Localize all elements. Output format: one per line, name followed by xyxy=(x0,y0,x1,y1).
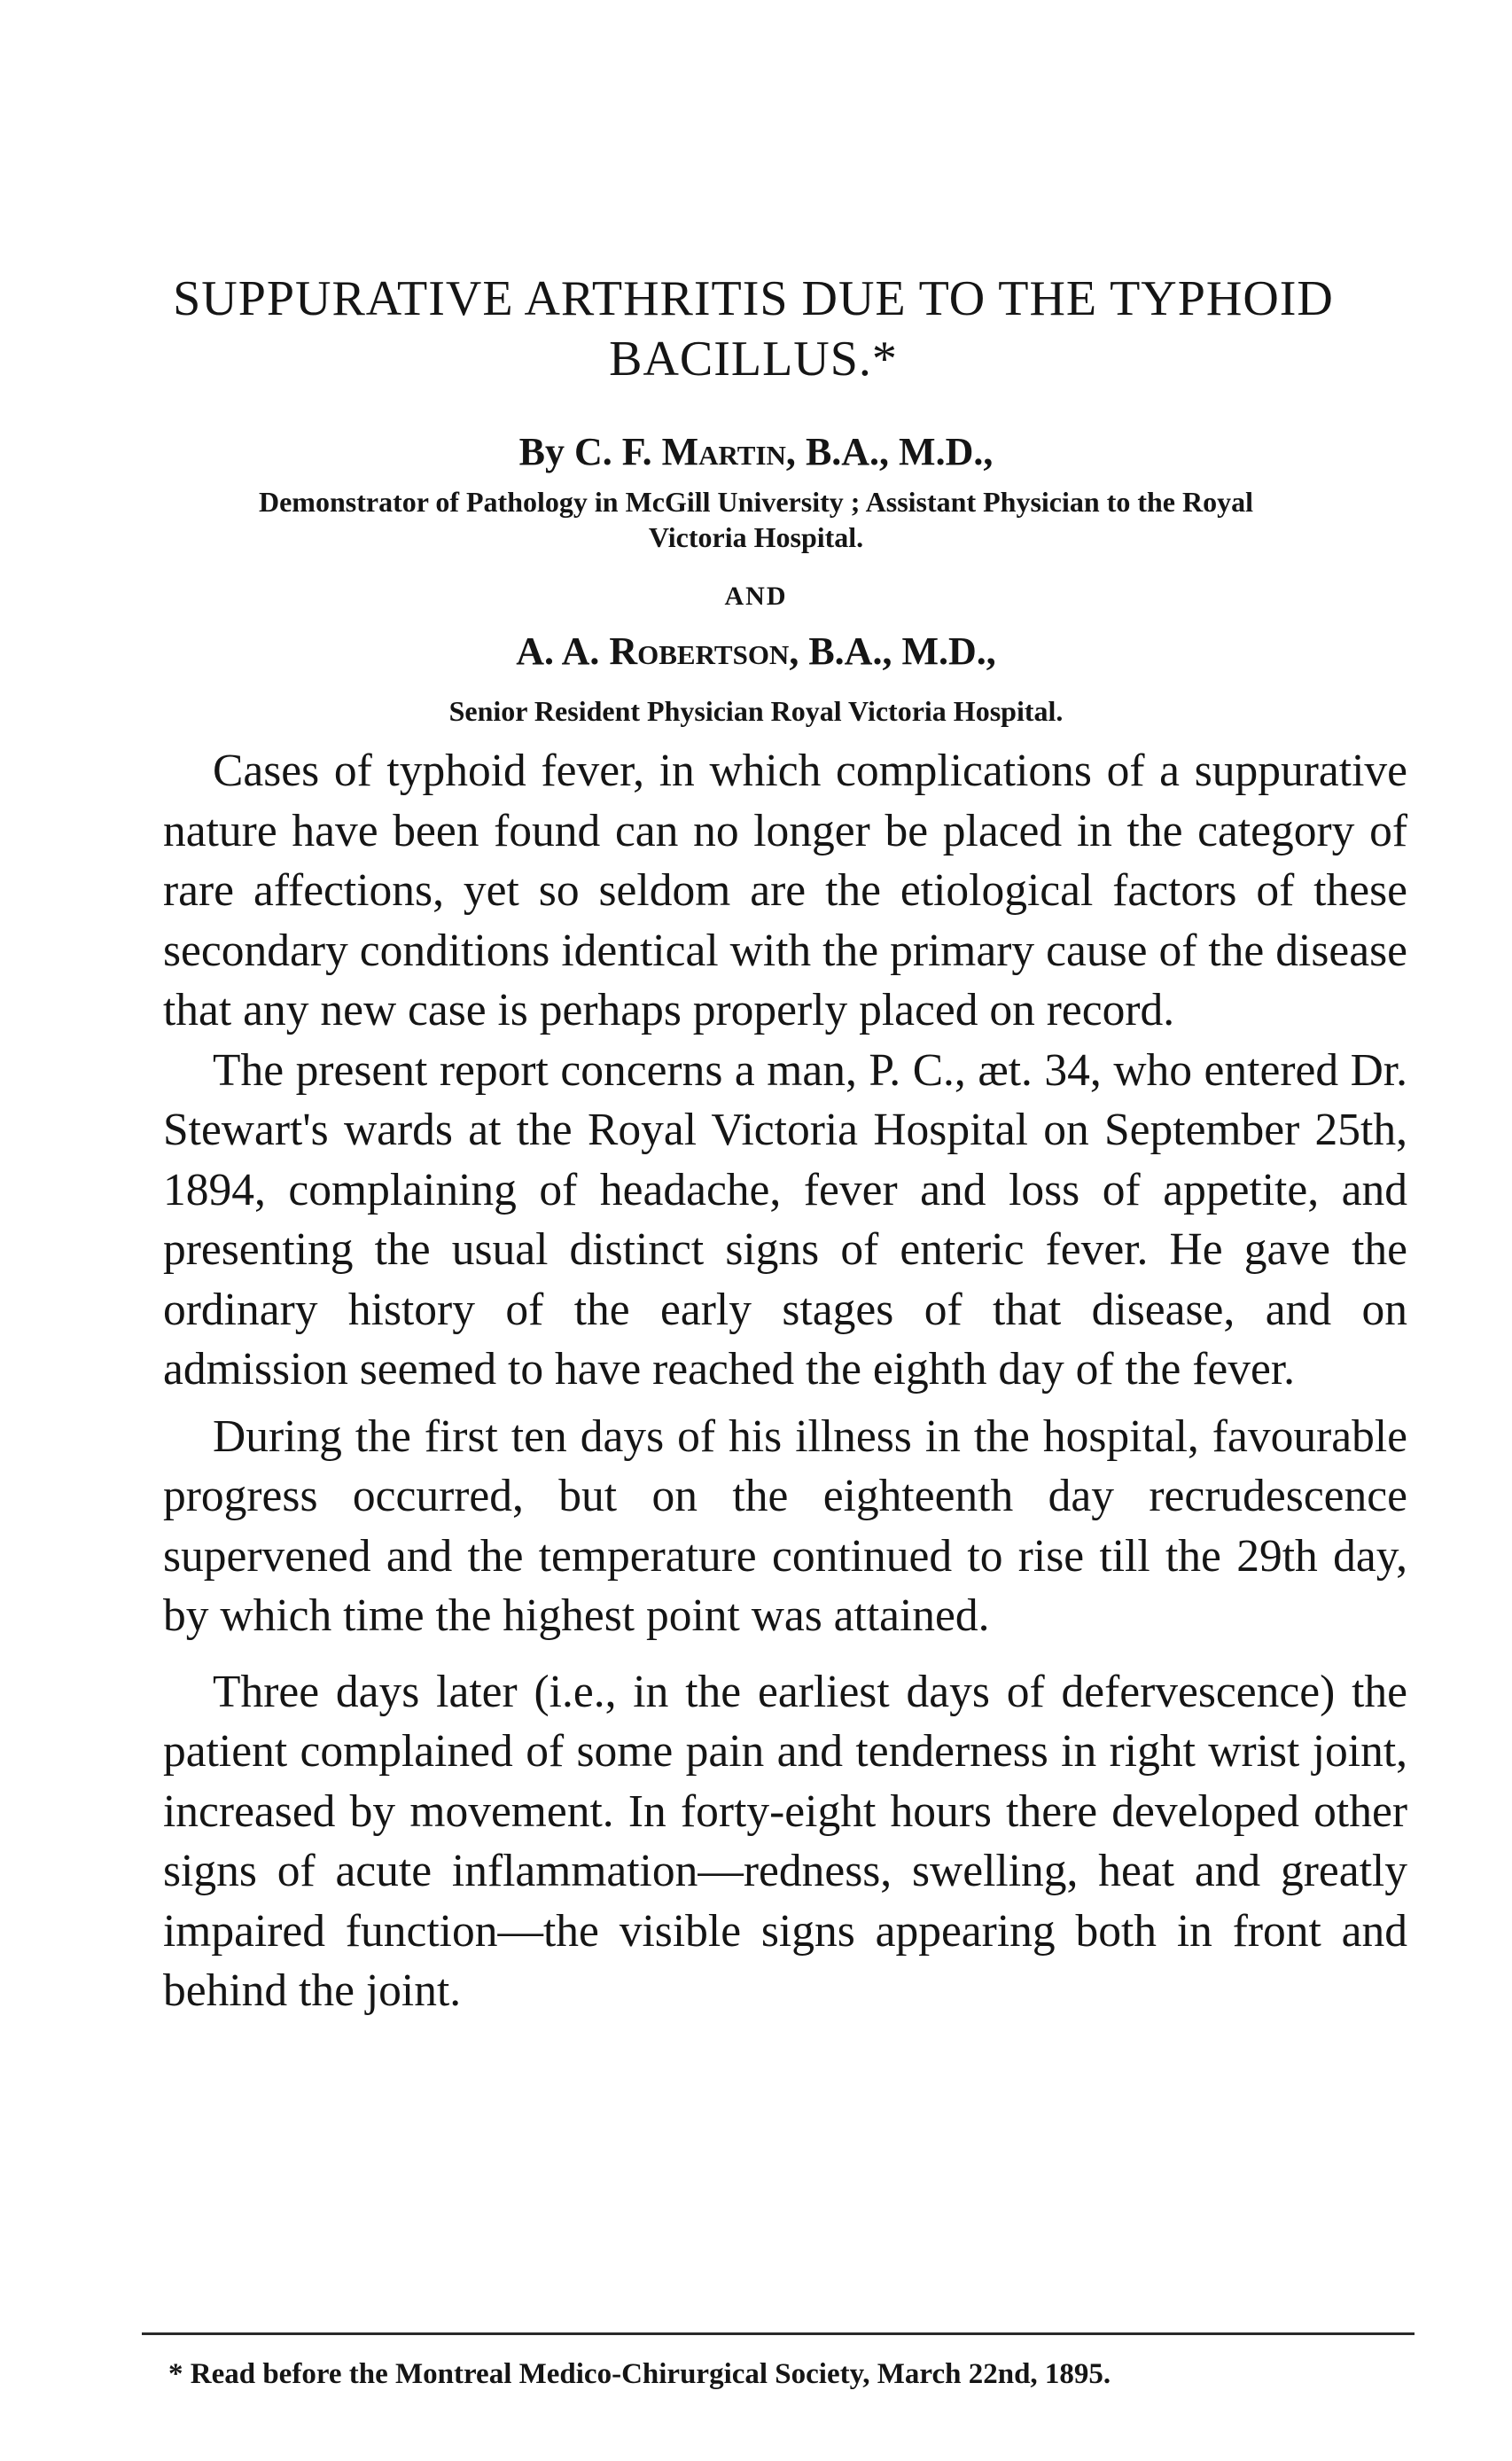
author-2-degrees: B.A., M.D., xyxy=(808,629,996,673)
article-title-line-1: SUPPURATIVE ARTHRITIS DUE TO THE TYPHOID xyxy=(173,271,1334,326)
paragraph-2: The present report concerns a man, P. C., æt. 34, who entered Dr. Stewart's wards at the Royal Victoria Hospital on September 25th, 1894, complaining of headache, fever and loss of appetite, and presenting the usual distinct signs of enteric fever. He gave the ordinary history of the early stages of that disease, and on admission seemed to have reached the eighth day of the fever. xyxy=(163,1044,1407,1395)
author-1-byline xyxy=(0,427,1512,477)
paragraph-3: During the first ten days of his illness in the hospital, favourable progress occurred, but on the eighteenth day recrudescence supervened and the temperature continued to rise till the 29th day, by which time the highest point was attained. xyxy=(163,1410,1407,1641)
article-body xyxy=(163,741,1407,2021)
author-2-byline xyxy=(0,627,1512,676)
author-2-affiliation: Senior Resident Physician Royal Victoria Hospital. xyxy=(448,695,1064,727)
author-conjunction: AND xyxy=(724,582,788,611)
author-2-name: A. A. Robertson, xyxy=(516,629,799,673)
author-1-degrees: B.A., M.D., xyxy=(805,430,994,473)
byline-prefix: By xyxy=(518,430,565,473)
author-1-affiliation-line-2: Victoria Hospital. xyxy=(648,521,864,553)
paragraph-4: Three days later (i.e., in the earliest days of defervescence) the patient complained of some pain and tenderness in right wrist joint, increased by movement. In forty-eight hours there developed other signs of acute inflammation—redness, swelling, heat and greatly impaired function—the visible signs appearing both in front and behind the joint. xyxy=(163,1666,1407,2016)
author-1-affiliation-line-1: Demonstrator of Pathology in McGill University ; Assistant Physician to the Royal xyxy=(258,486,1253,518)
footnote: * Read before the Montreal Medico-Chirurgical Society, March 22nd, 1895. xyxy=(168,2358,1111,2390)
author-1-name: C. F. Martin, xyxy=(573,430,796,473)
paragraph-1: Cases of typhoid fever, in which complications of a suppurative nature have been found can no longer be placed in the category of rare affections, yet so seldom are the etiological factors of these secondary conditions identical with the primary cause of the disease that any new case is perhaps properly placed on record. xyxy=(163,746,1407,1035)
article-title-line-2: BACILLUS.* xyxy=(609,332,898,387)
footnote-divider xyxy=(142,2332,1415,2335)
